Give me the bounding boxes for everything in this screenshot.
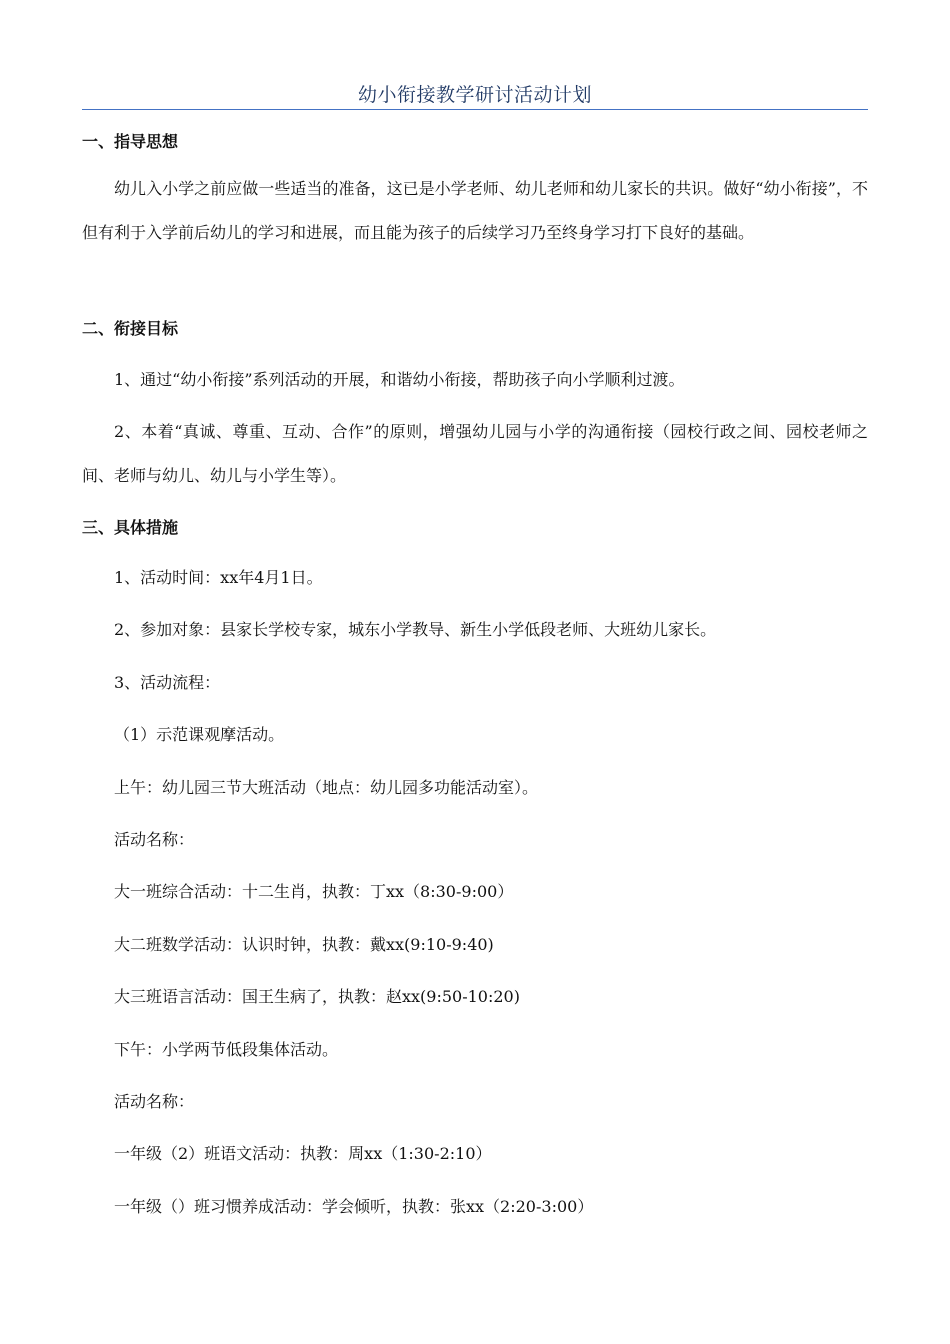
measure-line: 1、活动时间：xx年4月1日。: [114, 568, 323, 587]
section-heading-goals: 二、衔接目标: [82, 319, 179, 338]
measure-line: 大一班综合活动：十二生肖，执教：丁xx（8:30-9:00）: [114, 882, 514, 901]
measure-line: 活动名称：: [114, 1092, 195, 1111]
document-title: 幼小衔接教学研讨活动计划: [357, 84, 592, 106]
measure-line: 一年级（）班习惯养成活动：学会倾听，执教：张xx（2:20-3:00）: [114, 1197, 594, 1216]
goal-item-2: 2、本着“真诚、尊重、互动、合作”的原则，增强幼儿园与小学的沟通衔接（园校行政之间、园校老师之间、老师与幼儿、幼儿与小学生等）。: [82, 422, 868, 485]
measure-line: （1）示范课观摩活动。: [114, 725, 285, 744]
measure-line: 一年级（2）班语文活动：执教：周xx（1:30-2:10）: [114, 1144, 492, 1163]
measure-line: 大三班语言活动：国王生病了，执教：赵xx(9:50-10:20): [114, 987, 520, 1006]
measure-line: 活动名称：: [114, 830, 195, 849]
measure-line: 3、活动流程：: [114, 673, 221, 692]
measure-line: 上午：幼儿园三节大班活动（地点：幼儿园多功能活动室）。: [114, 778, 539, 797]
section-paragraph: 幼儿入小学之前应做一些适当的准备，这已是小学老师、幼儿老师和幼儿家长的共识。做好“幼小衔接”，不但有利于入学前后幼儿的学习和进展，而且能为孩子的后续学习乃至终身学习打下良好的基础。: [82, 179, 868, 242]
section-heading-measures: 三、具体措施: [82, 518, 179, 537]
measure-line: 大二班数学活动：认识时钟，执教：戴xx(9:10-9:40): [114, 935, 494, 954]
title-underline: [82, 109, 868, 110]
goal-item-1: 1、通过“幼小衔接”系列活动的开展，和谐幼小衔接，帮助孩子向小学顺利过渡。: [114, 370, 685, 389]
measure-line: 2、参加对象：县家长学校专家，城东小学教导、新生小学低段老师、大班幼儿家长。: [114, 620, 717, 639]
measure-line: 下午：小学两节低段集体活动。: [114, 1040, 339, 1059]
section-heading-guiding-thought: 一、指导思想: [82, 132, 179, 151]
